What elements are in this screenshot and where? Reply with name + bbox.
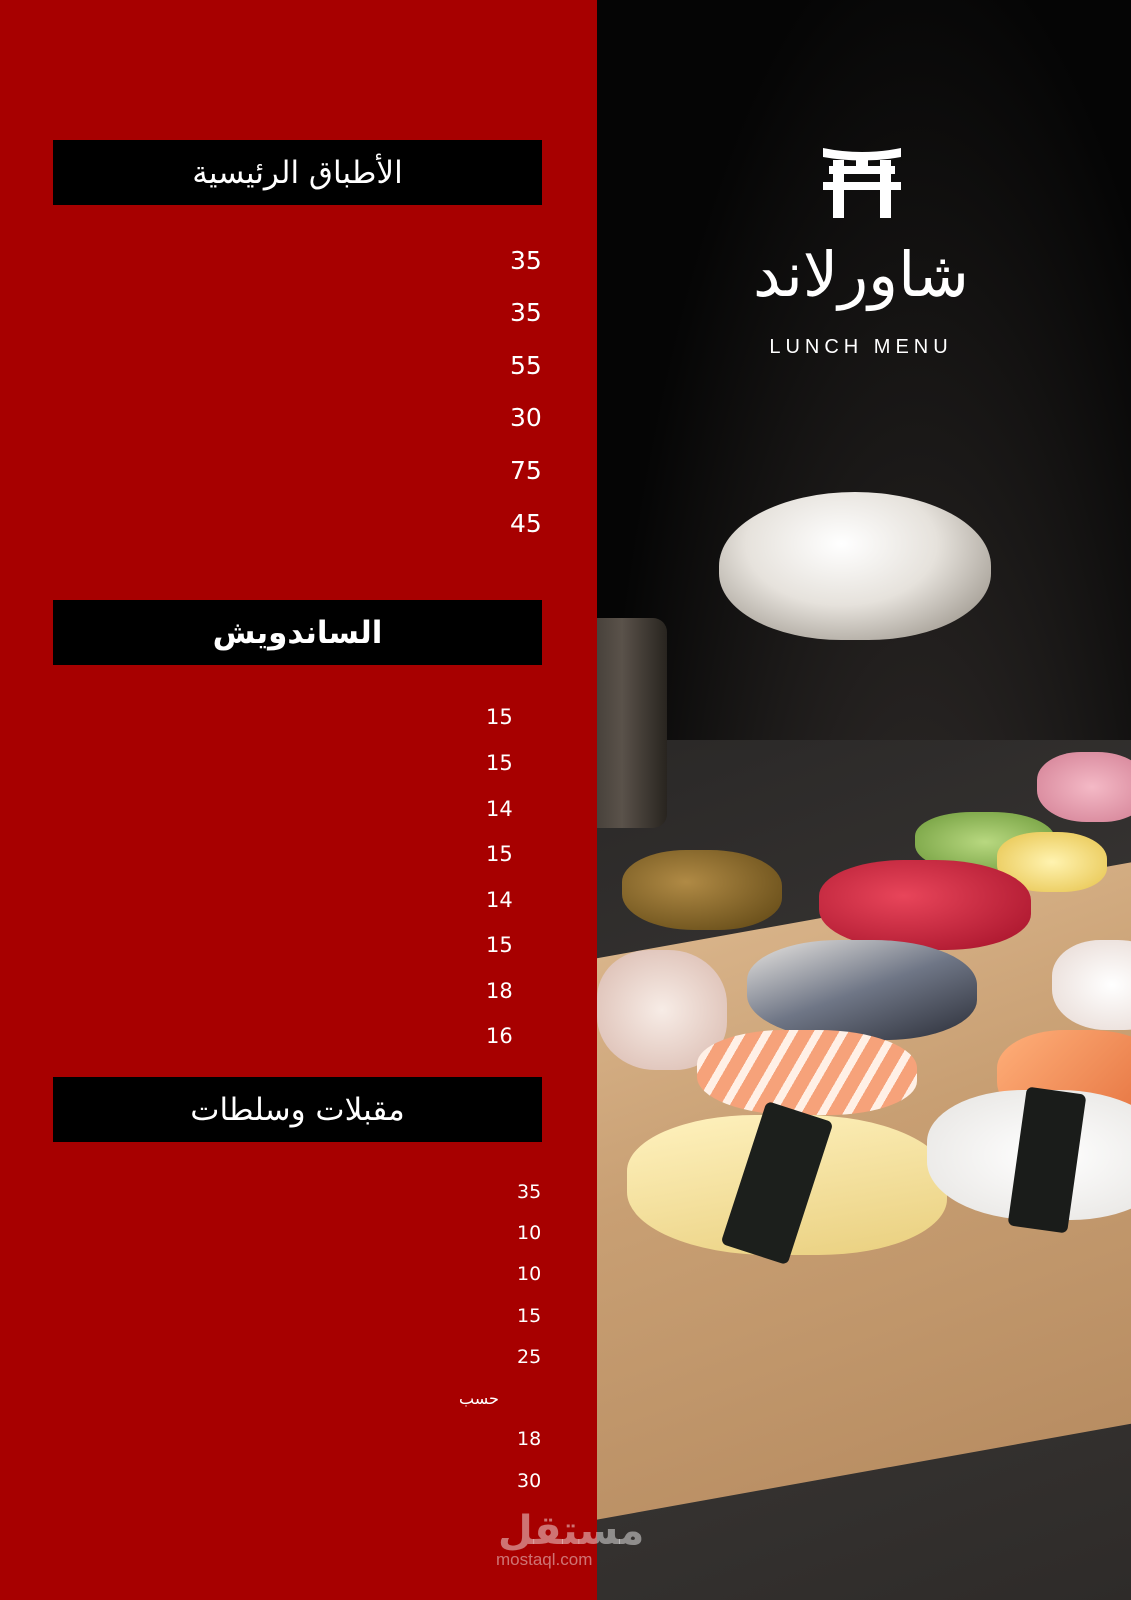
menu-item-price: 15: [486, 933, 513, 957]
menu-item-price: 30: [517, 1470, 542, 1492]
sushi-piece: [697, 1030, 917, 1115]
torii-gate-icon: [823, 146, 901, 218]
menu-item-price: 35: [510, 298, 542, 327]
menu-item-price: 14: [486, 888, 513, 912]
menu-item-price: 55: [510, 351, 542, 380]
pickled-ginger: [1037, 752, 1131, 822]
sushi-piece: [747, 940, 977, 1040]
tea-cup: [597, 618, 667, 828]
watermark-logo: مستقل: [498, 1508, 645, 1554]
section-header-main-dishes: الأطباق الرئيسية: [53, 140, 542, 205]
menu-item-price: 10: [517, 1263, 542, 1285]
menu-item-price: حسب: [459, 1389, 499, 1408]
menu-item-price: 14: [486, 797, 513, 821]
menu-item-price: 30: [510, 403, 542, 432]
section-header-sandwiches: الساندويش: [53, 600, 542, 665]
rice-ball: [719, 492, 991, 640]
menu-item-price: 35: [517, 1181, 542, 1203]
menu-item-price: 10: [517, 1222, 542, 1244]
watermark-url: mostaql.com: [496, 1550, 593, 1569]
section-header-appetizers-salads: مقبلات وسلطات: [53, 1077, 542, 1142]
menu-item-price: 15: [486, 842, 513, 866]
menu-item-price: 35: [510, 246, 542, 275]
menu-item-price: 15: [486, 705, 513, 729]
menu-item-price: 25: [517, 1346, 542, 1368]
brand-subtitle: LUNCH MENU: [769, 336, 953, 358]
menu-item-price: 15: [486, 751, 513, 775]
menu-item-price: 15: [517, 1305, 542, 1327]
sushi-piece: [622, 850, 782, 930]
menu-item-price: 45: [510, 509, 542, 538]
sushi-piece: [819, 860, 1031, 950]
brand-name: شاورلاند: [753, 238, 969, 311]
menu-item-price: 18: [486, 979, 513, 1003]
menu-item-price: 18: [517, 1428, 542, 1450]
menu-item-price: 16: [486, 1024, 513, 1048]
menu-item-price: 75: [510, 456, 542, 485]
